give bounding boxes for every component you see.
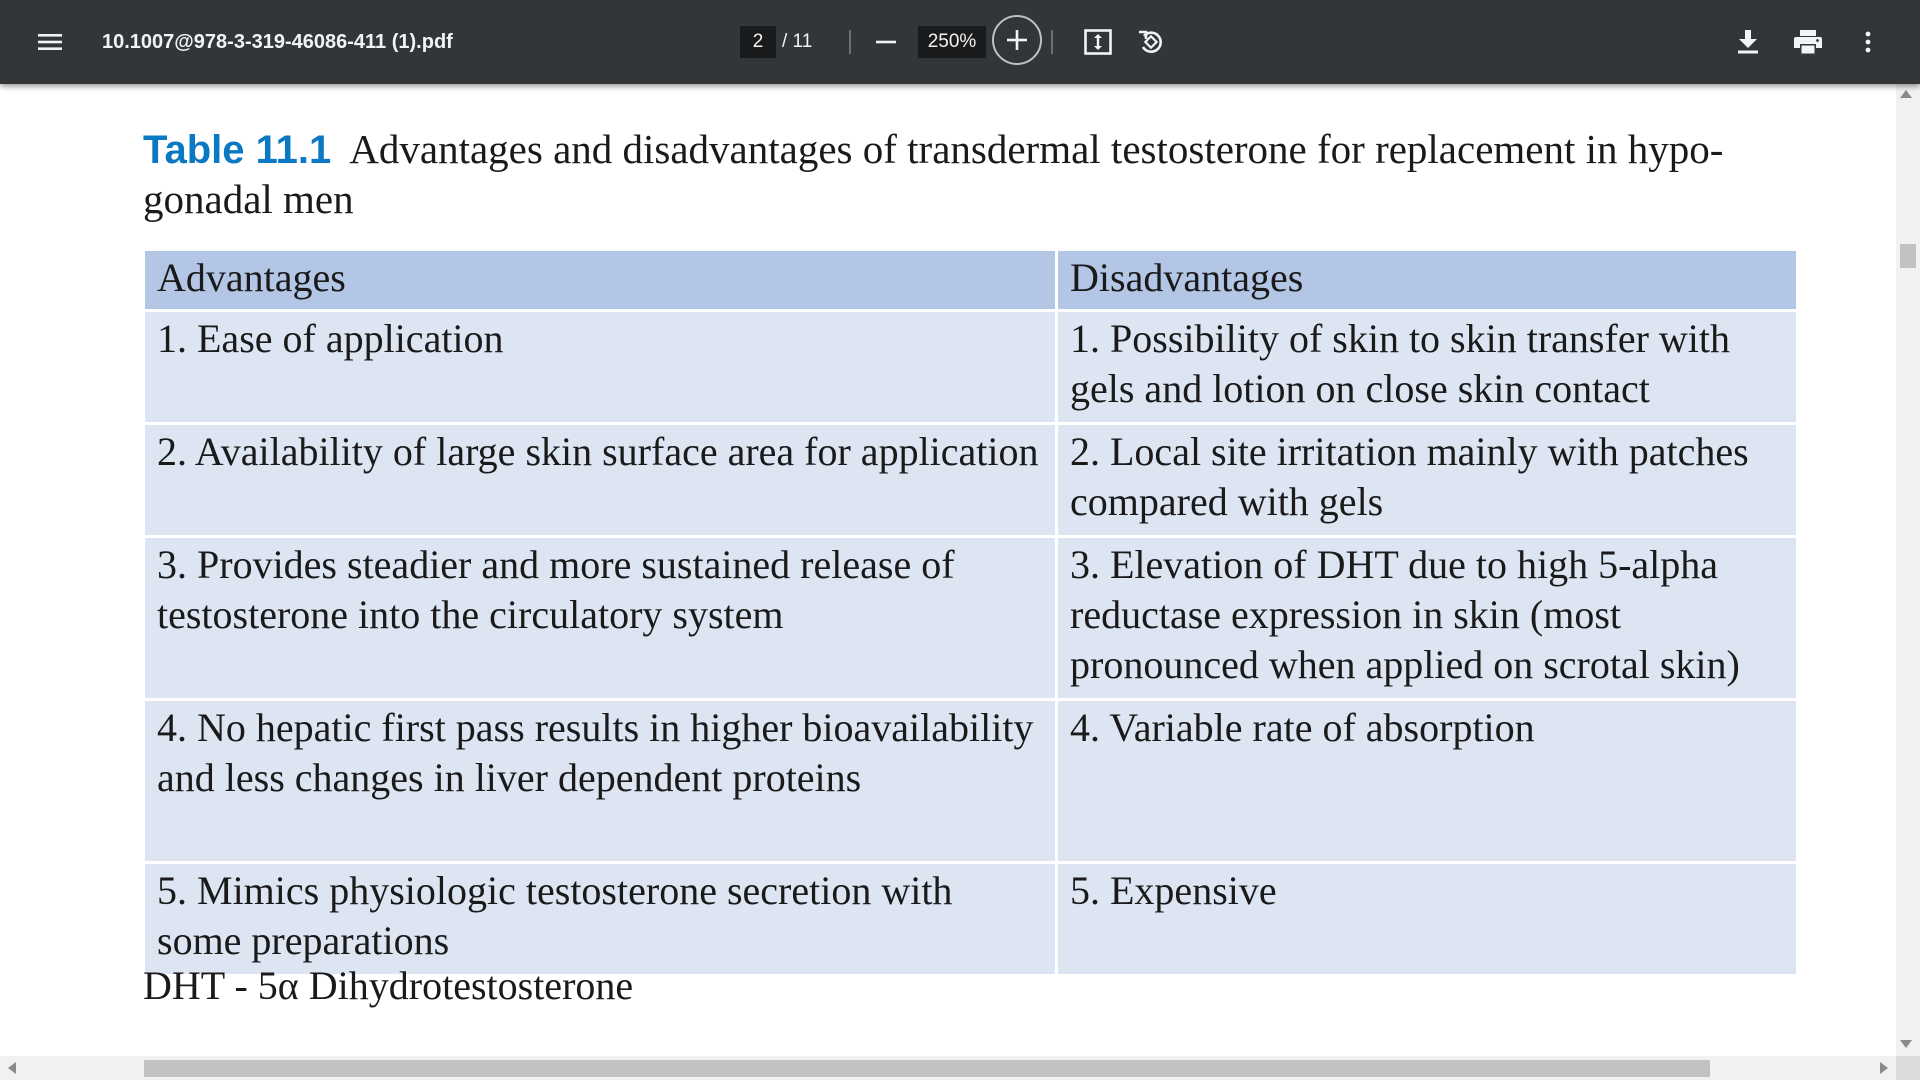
disadvantage-cell: 3. Elevation of DHT due to high 5-alpha reductase expression in skin (most pronounced when applied on scrotal skin) <box>1057 537 1798 700</box>
page-total: / 11 <box>782 31 813 52</box>
pdf-page-viewport[interactable] <box>0 84 1896 1056</box>
disadvantage-cell: 5. Expensive <box>1057 863 1798 976</box>
download-icon <box>1737 30 1759 54</box>
scroll-down-arrow-icon[interactable] <box>1900 1040 1912 1048</box>
scroll-up-arrow-icon[interactable] <box>1900 90 1912 98</box>
disadvantage-cell: 2. Local site irritation mainly with patches compared with gels <box>1057 424 1798 537</box>
rotate-button[interactable] <box>1131 22 1171 62</box>
table-caption-text: Advantages and disadvantages of transdermal testosterone for replacement in hypo-gonadal men <box>143 126 1724 222</box>
fit-to-page-button[interactable] <box>1078 22 1118 62</box>
download-button[interactable] <box>1728 22 1768 62</box>
more-vertical-icon <box>1865 31 1871 53</box>
table-row <box>144 537 1798 700</box>
rotate-counterclockwise-icon <box>1137 28 1165 56</box>
toolbar-divider <box>849 30 851 54</box>
disadvantage-cell: 4. Variable rate of absorption <box>1057 700 1798 863</box>
minus-icon <box>876 40 896 44</box>
advantage-cell: 1. Ease of application <box>144 311 1057 424</box>
table-row <box>144 863 1798 976</box>
more-actions-button[interactable] <box>1848 22 1888 62</box>
plus-icon <box>1007 30 1027 50</box>
fit-to-page-icon <box>1084 29 1112 55</box>
column-header-disadvantages: Disadvantages <box>1057 250 1798 311</box>
column-header-advantages: Advantages <box>144 250 1057 311</box>
table-row <box>144 700 1798 863</box>
menu-button[interactable] <box>30 22 70 62</box>
advantages-disadvantages-table <box>142 248 1799 977</box>
zoom-out-button[interactable] <box>866 22 906 62</box>
print-button[interactable] <box>1788 22 1828 62</box>
advantage-cell: 2. Availability of large skin surface area for application <box>144 424 1057 537</box>
vertical-scrollbar[interactable] <box>1896 84 1920 1056</box>
table-footnote: DHT - 5α Dihydrotestosterone <box>143 963 634 1008</box>
pdf-toolbar <box>0 0 1920 84</box>
horizontal-scroll-thumb[interactable] <box>144 1060 1710 1077</box>
scroll-right-arrow-icon[interactable] <box>1880 1062 1888 1074</box>
table-caption-label: Table 11.1 <box>143 128 332 172</box>
scrollbar-corner <box>1896 1056 1920 1080</box>
disadvantage-cell: 1. Possibility of skin to skin transfer with gels and lotion on close skin contact <box>1057 311 1798 424</box>
horizontal-scrollbar[interactable] <box>0 1056 1896 1080</box>
hamburger-menu-icon <box>37 32 63 52</box>
table-row <box>144 311 1798 424</box>
table-header-row <box>144 250 1798 311</box>
document-title: 10.1007@978-3-319-46086-411 (1).pdf <box>102 31 453 53</box>
vertical-scroll-thumb[interactable] <box>1900 244 1916 268</box>
zoom-in-button[interactable] <box>992 15 1042 65</box>
zoom-level-input[interactable] <box>918 26 986 58</box>
advantage-cell: 3. Provides steadier and more sustained release of testosterone into the circulatory system <box>144 537 1057 700</box>
table-row <box>144 424 1798 537</box>
print-icon <box>1794 30 1822 54</box>
table-caption <box>143 125 1803 224</box>
toolbar-divider <box>1051 30 1053 54</box>
advantage-cell: 5. Mimics physiologic testosterone secretion with some preparations <box>144 863 1057 976</box>
page-number-input[interactable] <box>740 26 776 58</box>
advantage-cell: 4. No hepatic first pass results in higher bioavailability and less changes in liver dependent proteins <box>144 700 1057 863</box>
scroll-left-arrow-icon[interactable] <box>8 1062 16 1074</box>
